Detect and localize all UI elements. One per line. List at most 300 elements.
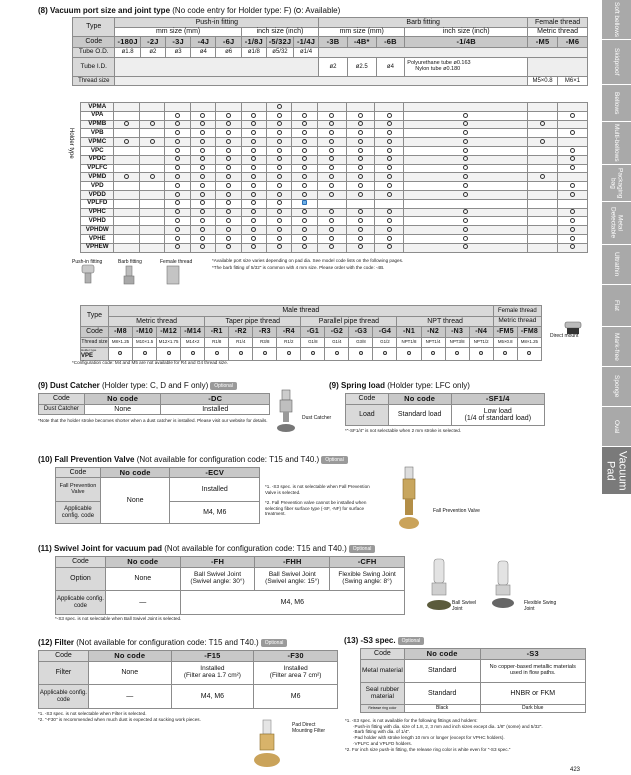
availability-cell (241, 138, 266, 147)
availability-cell (190, 234, 215, 243)
male-availability-cell (445, 348, 469, 361)
availability-cell (190, 164, 215, 173)
availability-cell (292, 243, 317, 252)
sidebar-tab-label: Soft bellows (613, 1, 621, 38)
available-circle-icon (200, 236, 205, 241)
availability-cell (114, 129, 139, 138)
filter-row2-label: Applicable config. code (39, 685, 89, 709)
available-circle-icon (175, 121, 180, 126)
code-label: Code (73, 37, 115, 48)
dc-code: -DC (161, 394, 270, 405)
male-size-8: G1/8 (301, 338, 325, 348)
holder-row (81, 217, 588, 226)
section-13-title: (13) -S3 spec. Optional (344, 636, 424, 645)
availability-cell (527, 217, 557, 226)
availability-cell (292, 164, 317, 173)
sidebar-tab[interactable] (602, 245, 631, 285)
tube-id-inch: Polyurethane tube ø0.163 Nylon tube ø0.180 (405, 58, 528, 77)
s3-row3-label: Release ring color (361, 705, 405, 713)
available-circle-icon (226, 165, 231, 170)
available-circle-icon (226, 113, 231, 118)
available-circle-icon (175, 227, 180, 232)
available-circle-icon (387, 209, 392, 214)
inch-size-header-barb: inch size (inch) (405, 28, 528, 37)
holder-row (81, 120, 588, 129)
availability-cell (241, 199, 266, 208)
sidebar-tab[interactable] (602, 165, 631, 202)
available-circle-icon (329, 227, 334, 232)
available-circle-icon (387, 130, 392, 135)
male-code-label: Code (81, 327, 109, 338)
available-circle-icon (302, 174, 307, 179)
holder-row (81, 111, 588, 120)
available-circle-icon (226, 183, 231, 188)
availability-cell (292, 190, 317, 199)
availability-cell (266, 234, 291, 243)
sidebar-tab-label: Vacuum Pad (604, 450, 629, 491)
availability-cell (266, 217, 291, 226)
availability-cell (139, 103, 164, 112)
available-circle-icon (251, 130, 256, 135)
vacuum-port-table (72, 17, 588, 86)
availability-cell (527, 138, 557, 147)
ecv-row1-label: Fall Prevention Valve (56, 478, 101, 502)
sl-low: Low load (1/4 of standard load) (451, 405, 544, 426)
ecv-note-2: *2. Fall Prevention valve cannot be installed when selecting fiber surface type (-SF, -NF) for surface treatment. (265, 500, 367, 517)
s3-notes: *1. -S3 spec. is not available for the following fittings and holders: ·Push-in fitting with dia. size of 1.8, 2, 3 mm and inch sizes except dia. 1/8" (some) and 5/32". ·Barb fitting with dia. of 1/4". ·Pad holder with stroke length 10 mm or longer (except for VPHC holders). ·VPLFC and VPLFD holders. *2. For inch size push-in fitting, the release ring color is white even for "-S3 spec." (345, 718, 543, 752)
fall-prevention-pic-label: Fall Prevention Valve (433, 508, 480, 514)
available-circle-icon (175, 139, 180, 144)
sidebar-tab[interactable] (602, 447, 631, 495)
type-label: Type (73, 18, 115, 37)
male-thread-header: Male thread (108, 306, 493, 317)
availability-cell (346, 226, 375, 235)
availability-cell (266, 190, 291, 199)
available-circle-icon (277, 236, 282, 241)
available-circle-icon (329, 121, 334, 126)
availability-cell (216, 217, 241, 226)
availability-cell (266, 155, 291, 164)
available-circle-icon (200, 200, 205, 205)
sidebar-tab[interactable] (602, 327, 631, 367)
female-thread-header-2: Female thread (493, 306, 541, 317)
availability-cell (139, 217, 164, 226)
s3-code: -S3 (480, 649, 586, 660)
port-code-12: -M5 (528, 37, 558, 48)
availability-cell (292, 146, 317, 155)
mm-size-header-barb: mm size (mm) (319, 28, 405, 37)
male-code-1: -M10 (133, 327, 157, 338)
male-size-13: NPT1/4 (421, 338, 445, 348)
availability-cell (404, 155, 528, 164)
available-circle-icon (226, 148, 231, 153)
available-circle-icon (463, 183, 468, 188)
holder-row (81, 208, 588, 217)
available-circle-icon (387, 236, 392, 241)
holder-row (81, 103, 588, 112)
availability-cell (139, 243, 164, 252)
sj-row1-label: Option (56, 568, 106, 591)
available-circle-icon (463, 236, 468, 241)
available-circle-icon (302, 113, 307, 118)
available-circle-icon (150, 174, 155, 179)
male-size-16: M5×0.8 (493, 338, 517, 348)
availability-cell (317, 226, 346, 235)
tube-od-1: ø2 (140, 48, 165, 58)
available-circle-icon (329, 218, 334, 223)
available-circle-icon (358, 113, 363, 118)
availability-cell (317, 243, 346, 252)
availability-cell (346, 208, 375, 217)
available-circle-icon (277, 113, 282, 118)
barb-pic-label: Barb fitting (118, 259, 142, 265)
thread-size-label: Thread size (73, 77, 115, 86)
availability-cell (216, 138, 241, 147)
availability-cell (346, 111, 375, 120)
availability-cell (114, 199, 139, 208)
sl-no-code: No code (388, 394, 451, 405)
availability-cell (165, 120, 190, 129)
available-circle-icon (226, 218, 231, 223)
male-availability-cell (108, 348, 132, 361)
available-circle-icon (302, 139, 307, 144)
availability-cell (527, 226, 557, 235)
availability-cell (139, 190, 164, 199)
availability-cell (165, 173, 190, 182)
section-8-title: (8) Vacuum port size and joint type (No code entry for Holder type: F) ( : Available) (38, 6, 341, 15)
availability-cell (241, 103, 266, 112)
available-circle-icon (200, 227, 205, 232)
available-circle-icon (463, 244, 468, 249)
available-circle-icon (570, 192, 575, 197)
available-circle-icon (251, 200, 256, 205)
flexible-swing-pic-label: Flexible Swing Joint (524, 600, 557, 612)
available-circle-icon (277, 165, 282, 170)
available-circle-icon (329, 183, 334, 188)
push-in-header: Push-in fitting (115, 18, 319, 28)
availability-cell (190, 243, 215, 252)
male-size-11: G1/2 (373, 338, 397, 348)
availability-cell (241, 226, 266, 235)
holder-row (81, 226, 588, 235)
availability-cell (139, 120, 164, 129)
available-circle-icon (277, 121, 282, 126)
sj-note: *-S3 spec. is not selectable when Ball Swivel Joint is selected. (55, 616, 182, 621)
available-circle-icon (358, 156, 363, 161)
male-availability-cell (517, 348, 541, 361)
available-circle-icon (302, 130, 307, 135)
availability-cell (190, 155, 215, 164)
available-circle-icon (570, 130, 575, 135)
availability-cell (216, 111, 241, 120)
sj-none: None (105, 568, 180, 591)
dc-code-label: Code (39, 394, 85, 405)
male-code-4: -R1 (205, 327, 229, 338)
tube-id-female-na (528, 58, 588, 77)
availability-cell (404, 182, 528, 191)
section-9-title: (9) Dust Catcher (Holder type: C, D and F only) Optional (38, 381, 237, 390)
optional-badge: Optional (398, 637, 425, 645)
holder-row (81, 138, 588, 147)
availability-cell (317, 190, 346, 199)
male-size-12: NPT1/8 (397, 338, 421, 348)
fall-prevention-photo (395, 465, 423, 535)
availability-cell (557, 155, 587, 164)
availability-cell (139, 138, 164, 147)
sl-standard: Standard load (388, 405, 451, 426)
dc-installed: Installed (161, 405, 270, 415)
available-circle-icon (175, 218, 180, 223)
available-circle-icon (387, 139, 392, 144)
availability-cell (527, 111, 557, 120)
availability-cell (266, 199, 291, 208)
available-circle-icon (150, 121, 155, 126)
port-code-1: -2J (140, 37, 165, 48)
availability-cell (375, 103, 404, 112)
thread-m5: M5×0.8 (528, 77, 558, 86)
available-circle-icon (251, 192, 256, 197)
available-circle-icon (277, 192, 282, 197)
sidebar-tab[interactable] (602, 367, 631, 407)
availability-cell (317, 146, 346, 155)
filter-dash: — (88, 685, 171, 709)
available-circle-icon (277, 139, 282, 144)
metric-thread-group: Metric thread (108, 317, 204, 327)
available-circle-icon (358, 121, 363, 126)
tube-od-2: ø3 (165, 48, 190, 58)
available-circle-icon (387, 227, 392, 232)
port-code-10: -6B (376, 37, 405, 48)
male-availability-cell (469, 348, 493, 361)
available-circle-icon (302, 183, 307, 188)
availability-cell (114, 138, 139, 147)
availability-cell (292, 103, 317, 112)
male-thread-size-label: Thread size (81, 338, 109, 348)
availability-cell (114, 217, 139, 226)
availability-cell (216, 208, 241, 217)
available-circle-icon (175, 130, 180, 135)
availability-cell (139, 111, 164, 120)
male-code-11: -G4 (373, 327, 397, 338)
available-circle-icon (302, 156, 307, 161)
s3-row2-value: HNBR or FKM (480, 683, 586, 705)
male-size-0: M8×1.25 (108, 338, 132, 348)
availability-cell (292, 208, 317, 217)
tube-od-4: ø6 (216, 48, 241, 58)
availability-cell (266, 103, 291, 112)
sidebar-tab[interactable] (602, 202, 631, 245)
availability-cell (317, 173, 346, 182)
availability-cell (241, 208, 266, 217)
section-12-title: (12) Filter (Not available for configuration code: T15 and T40.) Optional (38, 638, 287, 647)
filter-config-f30: M6 (254, 685, 338, 709)
available-circle-icon (387, 165, 392, 170)
holder-name: VPLFD (81, 199, 114, 208)
sidebar-tab[interactable] (602, 85, 631, 122)
availability-cell (216, 199, 241, 208)
male-code-5: -R2 (229, 327, 253, 338)
availability-cell (139, 182, 164, 191)
holder-row (81, 146, 588, 155)
male-size-1: M10×1.5 (133, 338, 157, 348)
availability-cell (114, 226, 139, 235)
availability-cell (114, 164, 139, 173)
available-circle-icon (302, 236, 307, 241)
availability-cell (375, 217, 404, 226)
holder-name: VPDC (81, 155, 114, 164)
available-circle-icon (175, 165, 180, 170)
sidebar-tab-label: Packaging bag (609, 167, 624, 199)
filter-config-f15: M4, M6 (171, 685, 254, 709)
ecv-installed: Installed (170, 478, 260, 502)
male-code-9: -G2 (325, 327, 349, 338)
availability-cell (114, 173, 139, 182)
availability-cell (404, 129, 528, 138)
available-circle-icon (407, 351, 411, 355)
holder-row (81, 199, 588, 208)
availability-cell (241, 146, 266, 155)
availability-cell (346, 164, 375, 173)
s3-code-label: Code (361, 649, 405, 660)
tube-od-label: Tube O.D. (73, 48, 115, 58)
availability-cell (346, 103, 375, 112)
sidebar-tab-label: Multi-bellows (613, 124, 621, 162)
availability-cell (346, 234, 375, 243)
available-circle-icon (387, 113, 392, 118)
available-circle-icon (463, 130, 468, 135)
male-code-3: -M14 (181, 327, 205, 338)
available-circle-icon (251, 183, 256, 188)
available-circle-icon (226, 227, 231, 232)
availability-cell (375, 155, 404, 164)
available-circle-icon (175, 236, 180, 241)
availability-cell (190, 226, 215, 235)
available-circle-icon (175, 174, 180, 179)
availability-cell (557, 243, 587, 252)
availability-cell (216, 155, 241, 164)
male-availability-cell (157, 348, 181, 361)
availability-cell (114, 234, 139, 243)
sidebar-tab[interactable] (602, 40, 631, 85)
sidebar-tab[interactable] (602, 0, 631, 40)
availability-cell (346, 138, 375, 147)
availability-cell (317, 129, 346, 138)
port-code-9: -4B* (347, 37, 376, 48)
available-circle-icon (463, 227, 468, 232)
special-square-icon (302, 200, 307, 205)
available-circle-icon (251, 174, 256, 179)
availability-cell (317, 208, 346, 217)
direct-mount-label: Direct mount (550, 333, 579, 339)
available-circle-icon (329, 156, 334, 161)
ecv-no-code: No code (100, 468, 170, 478)
available-circle-icon (124, 174, 129, 179)
available-circle-icon (277, 227, 282, 232)
available-circle-icon (277, 209, 282, 214)
available-circle-icon (251, 227, 256, 232)
male-code-16: -FM5 (493, 327, 517, 338)
mm-size-header: mm size (mm) (115, 28, 241, 37)
availability-cell (165, 129, 190, 138)
availability-cell (375, 234, 404, 243)
sidebar-tab[interactable] (602, 122, 631, 165)
availability-cell (292, 226, 317, 235)
holder-name: VPHC (81, 208, 114, 217)
available-circle-icon (302, 165, 307, 170)
available-circle-icon (570, 156, 575, 161)
availability-cell (266, 138, 291, 147)
filter-code-f30: -F30 (254, 651, 338, 662)
availability-cell (375, 164, 404, 173)
availability-cell (317, 120, 346, 129)
available-circle-icon (463, 139, 468, 144)
availability-cell (557, 138, 587, 147)
available-circle-icon (226, 130, 231, 135)
available-circle-icon (277, 244, 282, 249)
male-size-3: M14×2 (181, 338, 205, 348)
tube-id-2: ø2.5 (347, 58, 376, 77)
sidebar-tab-label: Flat (613, 300, 621, 311)
available-circle-icon (175, 244, 180, 249)
available-circle-icon (302, 244, 307, 249)
availability-cell (404, 164, 528, 173)
availability-cell (241, 129, 266, 138)
sidebar-tab-label: Mark-free (613, 332, 621, 361)
male-holder-cell: Holder type VPE (81, 348, 109, 361)
available-circle-icon (302, 209, 307, 214)
available-circle-icon (277, 130, 282, 135)
availability-cell (557, 164, 587, 173)
sidebar-tab-label: Oval (613, 419, 621, 434)
npt-thread-group: NPT thread (397, 317, 493, 327)
available-circle-icon (387, 183, 392, 188)
available-circle-icon (329, 148, 334, 153)
available-circle-icon (359, 351, 363, 355)
page-number: 423 (570, 767, 581, 773)
availability-cell (317, 217, 346, 226)
filter-none: None (88, 662, 171, 685)
sl-code-label: Code (346, 394, 389, 405)
holder-availability-table (80, 102, 588, 253)
availability-cell (527, 164, 557, 173)
availability-cell (241, 155, 266, 164)
available-circle-icon (251, 148, 256, 153)
availability-cell (346, 190, 375, 199)
availability-cell (375, 226, 404, 235)
available-circle-icon (226, 244, 231, 249)
availability-cell (292, 120, 317, 129)
availability-cell (165, 164, 190, 173)
sidebar-tab[interactable] (602, 407, 631, 447)
availability-cell (216, 129, 241, 138)
holder-name: VPD (81, 182, 114, 191)
available-circle-icon (387, 148, 392, 153)
availability-cell (404, 226, 528, 235)
port-code-5: -1/8J (241, 37, 266, 48)
sidebar-tab[interactable] (602, 285, 631, 327)
sj-row2-label: Applicable config. code (56, 591, 106, 615)
availability-cell (114, 146, 139, 155)
filter-photo (252, 718, 282, 770)
available-circle-icon (463, 218, 468, 223)
available-circle-icon (226, 192, 231, 197)
available-circle-icon (226, 174, 231, 179)
ball-swivel-pic-label: Ball Swivel Joint (452, 600, 477, 612)
availability-cell (346, 120, 375, 129)
male-availability-cell (133, 348, 157, 361)
available-circle-icon (570, 113, 575, 118)
push-in-pic-label: Push-in fitting (72, 259, 103, 265)
